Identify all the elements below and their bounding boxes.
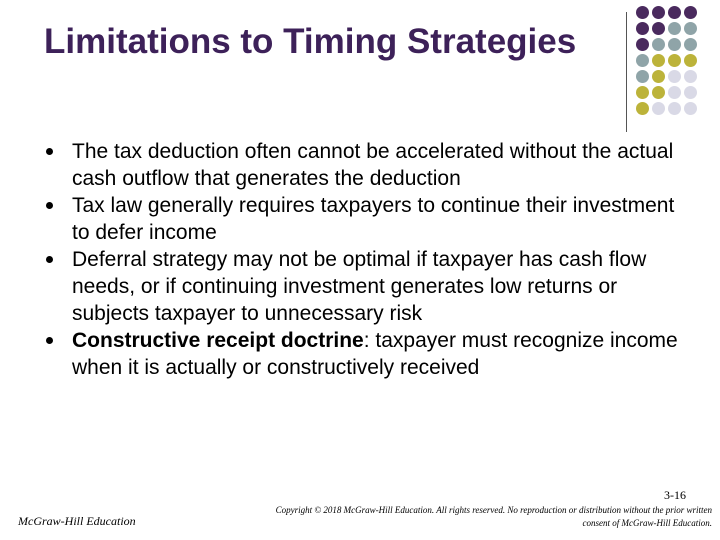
bullet-dot-icon xyxy=(46,202,53,209)
decorative-dot xyxy=(684,54,697,67)
bullet-text: Tax law generally requires taxpayers to continue their investment to defer income xyxy=(72,194,675,244)
decorative-dot xyxy=(652,86,665,99)
decorative-dot xyxy=(668,6,681,19)
bullet-item xyxy=(44,246,684,327)
decorative-dot xyxy=(684,102,697,115)
decorative-dot xyxy=(652,54,665,67)
decorative-dot xyxy=(668,102,681,115)
decorative-dot xyxy=(652,38,665,51)
bullet-text: Deferral strategy may not be optimal if taxpayer has cash flow needs, or if continuing investment generates low returns or subjects taxpayer to unnecessary risk xyxy=(72,248,647,325)
decorative-dot xyxy=(684,70,697,83)
decorative-dot xyxy=(668,54,681,67)
decorative-dot xyxy=(636,102,649,115)
decorative-dot xyxy=(636,86,649,99)
decorative-dot xyxy=(684,6,697,19)
copyright-line: consent of McGraw-Hill Education. xyxy=(582,518,712,528)
decorative-dot xyxy=(668,38,681,51)
decorative-dot xyxy=(684,38,697,51)
decorative-dot xyxy=(668,86,681,99)
decorative-dot xyxy=(636,38,649,51)
decorative-dot xyxy=(668,22,681,35)
bullet-dot-icon xyxy=(46,337,53,344)
bullet-dot-icon xyxy=(46,148,53,155)
page-number: 3-16 xyxy=(664,488,686,502)
decorative-dot xyxy=(652,22,665,35)
bullet-bold-term: Constructive receipt doctrine xyxy=(72,329,364,352)
copyright-line: Copyright © 2018 McGraw-Hill Education. All rights reserved. No reproduction or distribution without the prior written xyxy=(275,505,712,515)
bullet-text: : taxpayer must recognize income when it is actually or constructively received xyxy=(72,329,678,379)
decorative-dot xyxy=(636,54,649,67)
decorative-dot xyxy=(636,70,649,83)
header-divider-line xyxy=(626,12,627,132)
decorative-dot xyxy=(636,6,649,19)
decorative-dot xyxy=(652,6,665,19)
bullet-list xyxy=(44,138,684,381)
publisher-name: McGraw-Hill Education xyxy=(18,514,136,528)
bullet-dot-icon xyxy=(46,256,53,263)
decorative-dot xyxy=(652,70,665,83)
bullet-item xyxy=(44,138,684,192)
bullet-text: The tax deduction often cannot be accelerated without the actual cash outflow that generates the deduction xyxy=(72,140,674,190)
decorative-dot xyxy=(652,102,665,115)
decorative-dot xyxy=(636,22,649,35)
decorative-dot xyxy=(684,86,697,99)
decorative-dot xyxy=(684,22,697,35)
decorative-dot xyxy=(668,70,681,83)
bullet-item xyxy=(44,327,684,381)
decorative-dot-grid xyxy=(636,6,720,120)
bullet-item xyxy=(44,192,684,246)
copyright-notice xyxy=(190,504,712,530)
slide-title: Limitations to Timing Strategies xyxy=(44,22,577,61)
